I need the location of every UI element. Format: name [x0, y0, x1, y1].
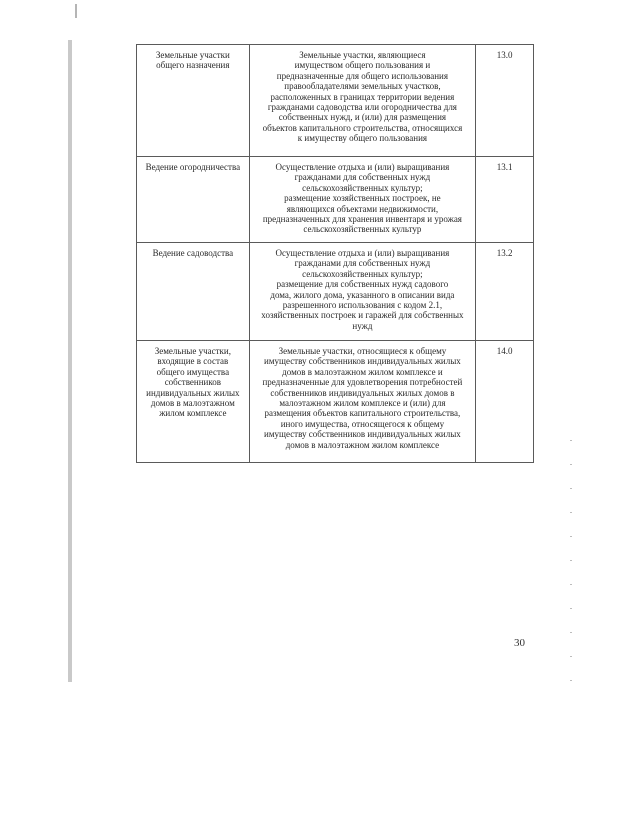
land-use-name-cell: Земельные участки, входящие в состав общего имущества собственников индивидуальных жилых домов в малоэтажном жилом комплексе [137, 341, 250, 463]
land-use-code-cell: 13.2 [476, 243, 534, 341]
land-use-description-cell: Осуществление отдыха и (или) выращивания гражданами для собственных нужд сельскохозяйственных культур; размещение хозяйственных построек, не являющихся объектами недвижимости, предназначенных для хранения инвентаря и урожая сельскохозяйственных культур [249, 157, 475, 243]
table-row [137, 341, 534, 463]
land-use-table [136, 44, 534, 463]
table-row [137, 243, 534, 341]
table-row [137, 45, 534, 157]
land-use-description-cell: Осуществление отдыха и (или) выращивания гражданами для собственных нужд сельскохозяйственных культур; размещение для собственных нужд садового дома, жилого дома, указанного в описании вида разрешенного использования с кодом 2.1, хозяйственных построек и гаражей для собственных нужд [249, 243, 475, 341]
land-use-name-cell: Ведение садоводства [137, 243, 250, 341]
table-row [137, 157, 534, 243]
land-use-description-cell: Земельные участки, относящиеся к общему имуществу собственников индивидуальных жилых домов в малоэтажном жилом комплексе и предназначенные для удовлетворения потребностей собственников индивидуальных жилых домов в малоэтажном жилом комплексе и (или) для размещения объектов капитального строительства, иного имущества, относящегося к общему имуществу собственников индивидуальных жилых домов в малоэтажном жилом комплексе [249, 341, 475, 463]
scan-artifact-right-specks [570, 440, 572, 690]
land-use-code-cell: 14.0 [476, 341, 534, 463]
land-use-description-cell: Земельные участки, являющиеся имуществом общего пользования и предназначенные для общего использования правообладателями земельных участков, расположенных в границах территории ведения гражданами садоводства или огородничества для собственных нужд, и (или) для размещения объектов капитального строительства, относящихся к имуществу общего пользования [249, 45, 475, 157]
land-use-name-cell: Земельные участки общего назначения [137, 45, 250, 157]
land-use-code-cell: 13.1 [476, 157, 534, 243]
land-use-name-cell: Ведение огородничества [137, 157, 250, 243]
land-use-code-cell: 13.0 [476, 45, 534, 157]
page-number: 30 [514, 637, 525, 649]
scan-artifact-top [75, 4, 77, 18]
scan-artifact-left-edge [68, 40, 72, 682]
